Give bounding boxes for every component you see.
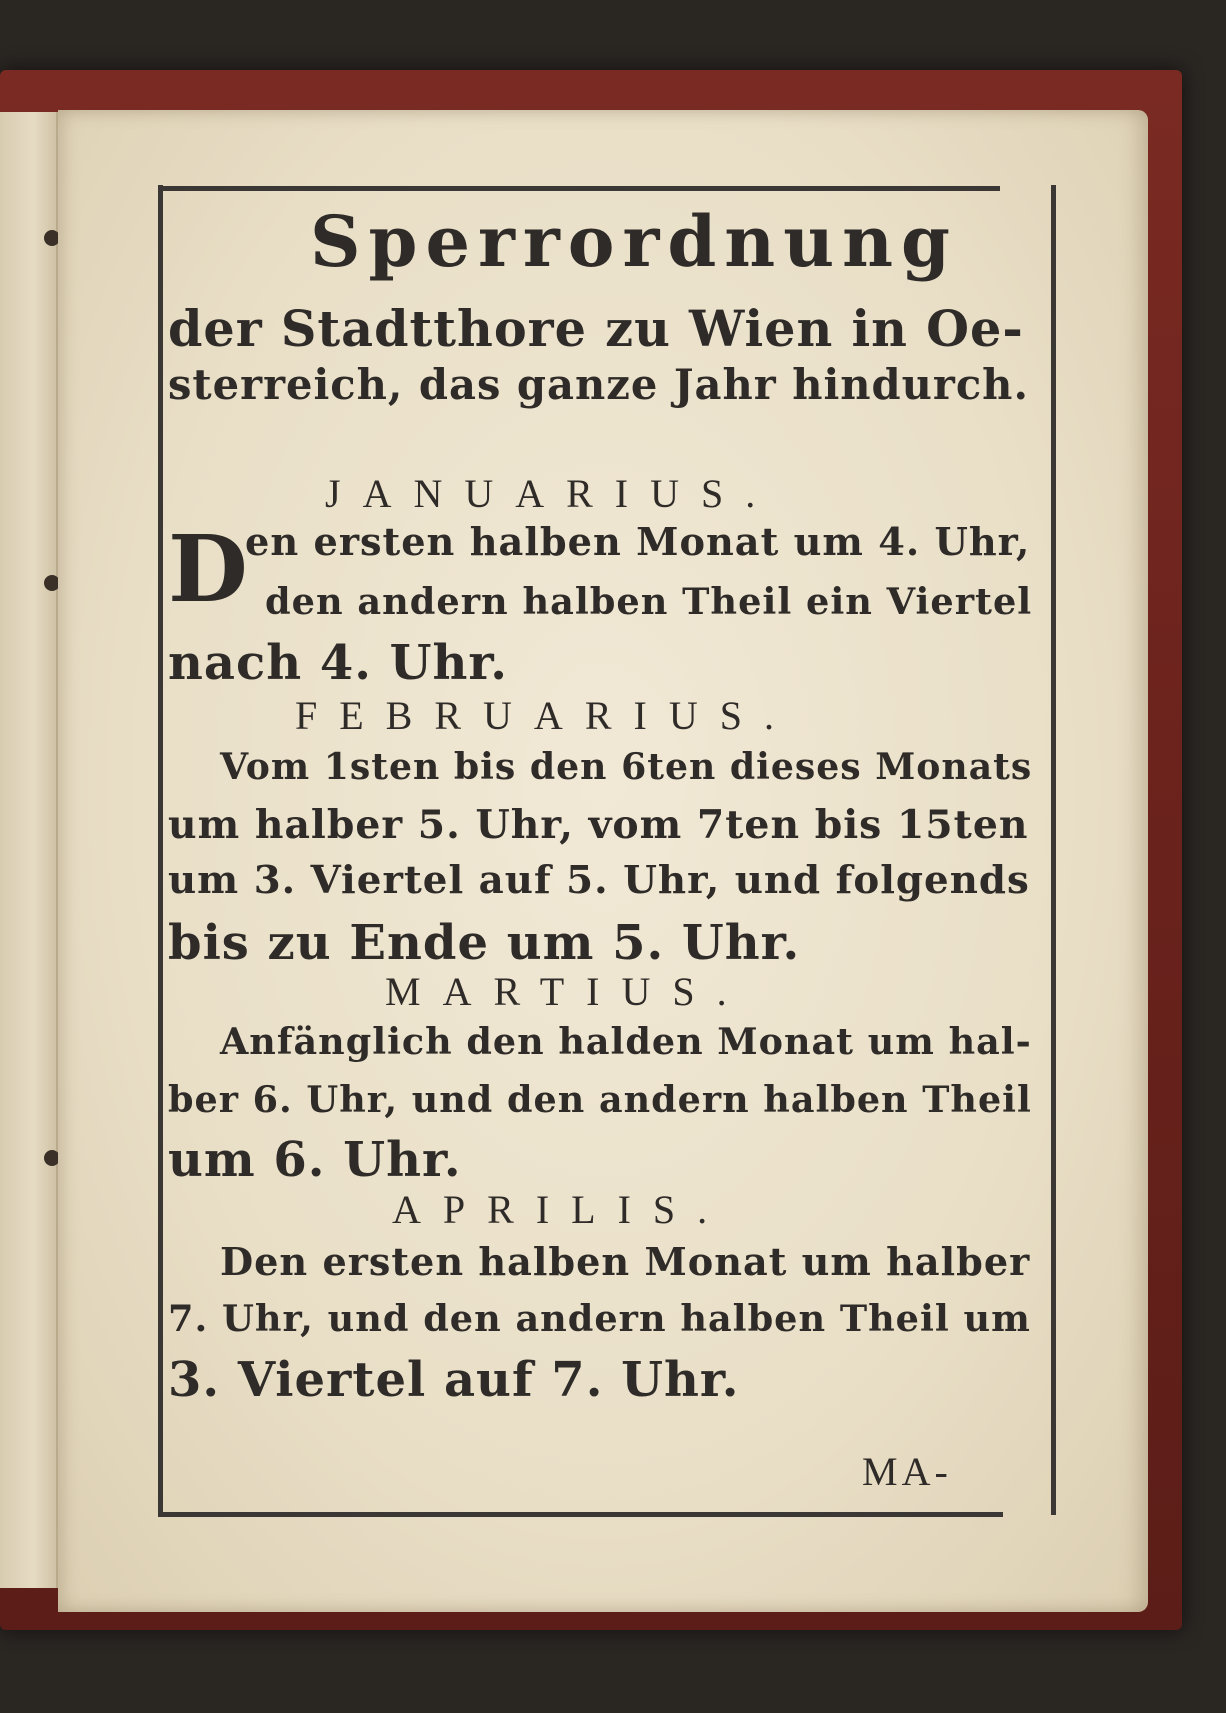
section-line: 3. Viertel auf 7. Uhr. (168, 1352, 740, 1408)
subtitle-line: der Stadtthore zu Wien in Oe- (168, 300, 1024, 358)
frame-top-rule (162, 186, 1000, 191)
subtitle-line: sterreich, das ganze Jahr hindurch. (168, 360, 1029, 409)
section-line: um 6. Uhr. (168, 1132, 462, 1188)
section-heading-januarius: JANUARIUS. (325, 471, 778, 516)
left-page-edge (0, 112, 58, 1588)
section-line: Den ersten halben Monat um halber (220, 1240, 1031, 1285)
section-line: um 3. Viertel auf 5. Uhr, und folgends (168, 858, 1030, 903)
section-line: bis zu Ende um 5. Uhr. (168, 915, 801, 971)
section-line: Anfänglich den halden Monat um hal- (220, 1020, 1032, 1063)
frame-bottom-rule (158, 1512, 1003, 1517)
section-heading-aprilis: APRILIS. (392, 1187, 730, 1232)
section-heading-februarius: FEBRUARIUS. (295, 693, 796, 738)
section-line: den andern halben Theil ein Viertel (265, 580, 1033, 623)
section-line: um halber 5. Uhr, vom 7ten bis 15ten (168, 802, 1029, 848)
drop-initial: D (168, 515, 248, 623)
section-line: ber 6. Uhr, und den andern halben Theil (168, 1078, 1032, 1121)
section-line: en ersten halben Monat um 4. Uhr, (245, 520, 1031, 565)
section-line: 7. Uhr, und den andern halben Theil um (168, 1297, 1031, 1340)
section-line: Vom 1sten bis den 6ten dieses Monats (220, 745, 1033, 788)
catchword: MA- (862, 1449, 952, 1494)
section-line: nach 4. Uhr. (168, 635, 509, 691)
page-title: Sperrordnung (310, 200, 958, 283)
section-heading-martius: MARTIUS. (385, 969, 749, 1014)
